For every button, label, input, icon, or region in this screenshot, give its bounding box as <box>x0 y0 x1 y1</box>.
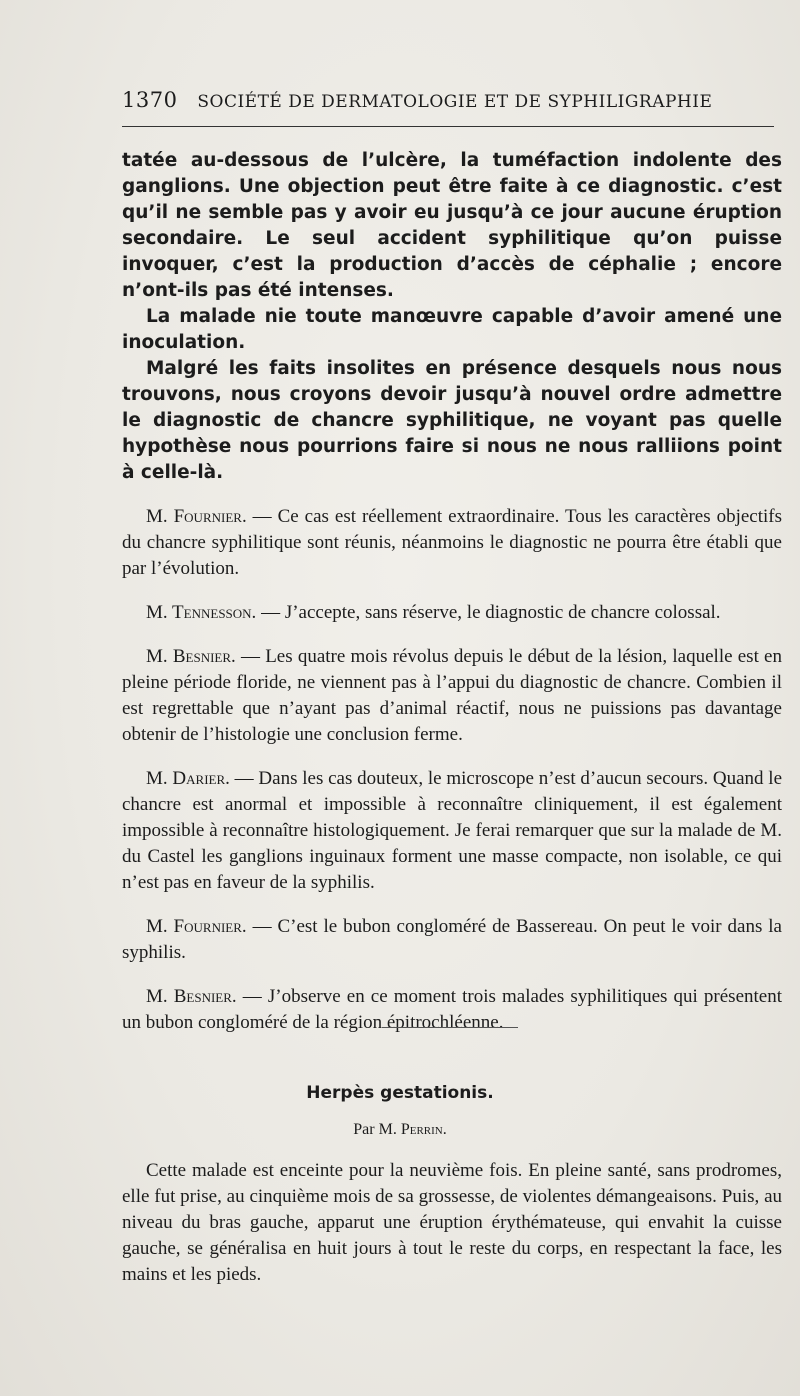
author-name: Perrin. <box>400 1121 447 1138</box>
discussion-item <box>122 766 782 896</box>
discussion-text: — Ce cas est réellement extraordinaire. Tous les caractères objectifs du chancre syphilitique sont réunis, néanmoins le diagnostic ne pourra être établi que par l’évolution. <box>122 506 782 579</box>
discussion-item <box>122 984 782 1036</box>
section-title: Herpès gestationis. <box>306 1083 494 1103</box>
discussion-item <box>122 644 782 748</box>
discussion-item <box>122 914 782 966</box>
discussion-text: — C’est le bubon congloméré de Bassereau. On peut le voir dans la syphilis. <box>122 916 782 963</box>
speaker-name: M. Besnier. <box>146 646 236 667</box>
paragraph-1: tatée au-dessous de l’ulcère, la tuméfaction indolente des ganglions. Une objection peut être faite à ce diagnostic. c’est qu’il ne semble pas y avoir eu jusqu’à ce jour aucune éruption secondaire. Le seul accident syphilitique qu’on puisse invoquer, c’est la production d’accès de céphalie ; encore n’ont-ils pas été intenses. <box>122 150 782 301</box>
discussion-text: — Dans les cas douteux, le microscope n’est d’aucun secours. Quand le chancre est anormal et impossible à reconnaître cliniquement, il est également impossible à reconnaître histologiquement. Je ferai remarquer que sur la malade de M. du Castel les ganglions inguinaux forment une masse compacte, non isolable, ce qui n’est pas en faveur de la syphilis. <box>122 768 782 893</box>
author-prefix: Par M. <box>353 1121 401 1138</box>
paragraph-2: La malade nie toute manœuvre capable d’avoir amené une inoculation. <box>122 306 782 353</box>
section-separator <box>382 1027 518 1028</box>
speaker-name: M. Fournier. <box>146 506 247 527</box>
page-number: 1370 <box>122 88 178 112</box>
paragraph-3: Malgré les faits insolites en présence desquels nous nous trouvons, nous croyons devoir jusqu’à nouvel ordre admettre le diagnostic de chancre syphilitique, ne voyant pas quelle hypothèse nous pourrions faire si nous ne nous ralliions point à celle-là. <box>122 358 782 483</box>
running-title: SOCIÉTÉ DE DERMATOLOGIE ET DE SYPHILIGRAPHIE <box>197 92 713 112</box>
speaker-name: M. Tennesson. <box>146 602 257 623</box>
section-author <box>0 1121 800 1139</box>
speaker-name: M. Fournier. <box>146 916 247 937</box>
header-rule <box>122 126 774 127</box>
running-header <box>122 88 774 112</box>
section-body <box>122 1158 782 1288</box>
speaker-name: M. Darier. <box>146 768 230 789</box>
case-report-block <box>122 148 782 486</box>
discussion-item <box>122 600 782 626</box>
discussion-text: — Les quatre mois révolus depuis le début de la lésion, laquelle est en pleine période floride, ne viennent pas à l’appui du diagnostic de chancre. Combien il est regrettable que n’ayant pas d’animal réactif, nous ne puissions pas davantage obtenir de l’histologie une conclusion ferme. <box>122 646 782 745</box>
discussion-item <box>122 504 782 582</box>
speaker-name: M. Besnier. <box>146 986 237 1007</box>
main-text <box>122 148 782 1036</box>
discussion-text: — J’observe en ce moment trois malades syphilitiques qui présentent un bubon congloméré de la région épitrochléenne. <box>122 986 782 1033</box>
final-paragraph: Cette malade est enceinte pour la neuvième fois. En pleine santé, sans prodromes, elle fut prise, au cinquième mois de sa grossesse, de violentes démangeaisons. Puis, au niveau du bras gauche, apparut une éruption érythémateuse, qui envahit la cuisse gauche, se généralisa en huit jours à tout le reste du corps, en respectant la face, les mains et les pieds. <box>122 1160 782 1285</box>
discussion-text: — J’accepte, sans réserve, le diagnostic de chancre colossal. <box>256 602 721 623</box>
